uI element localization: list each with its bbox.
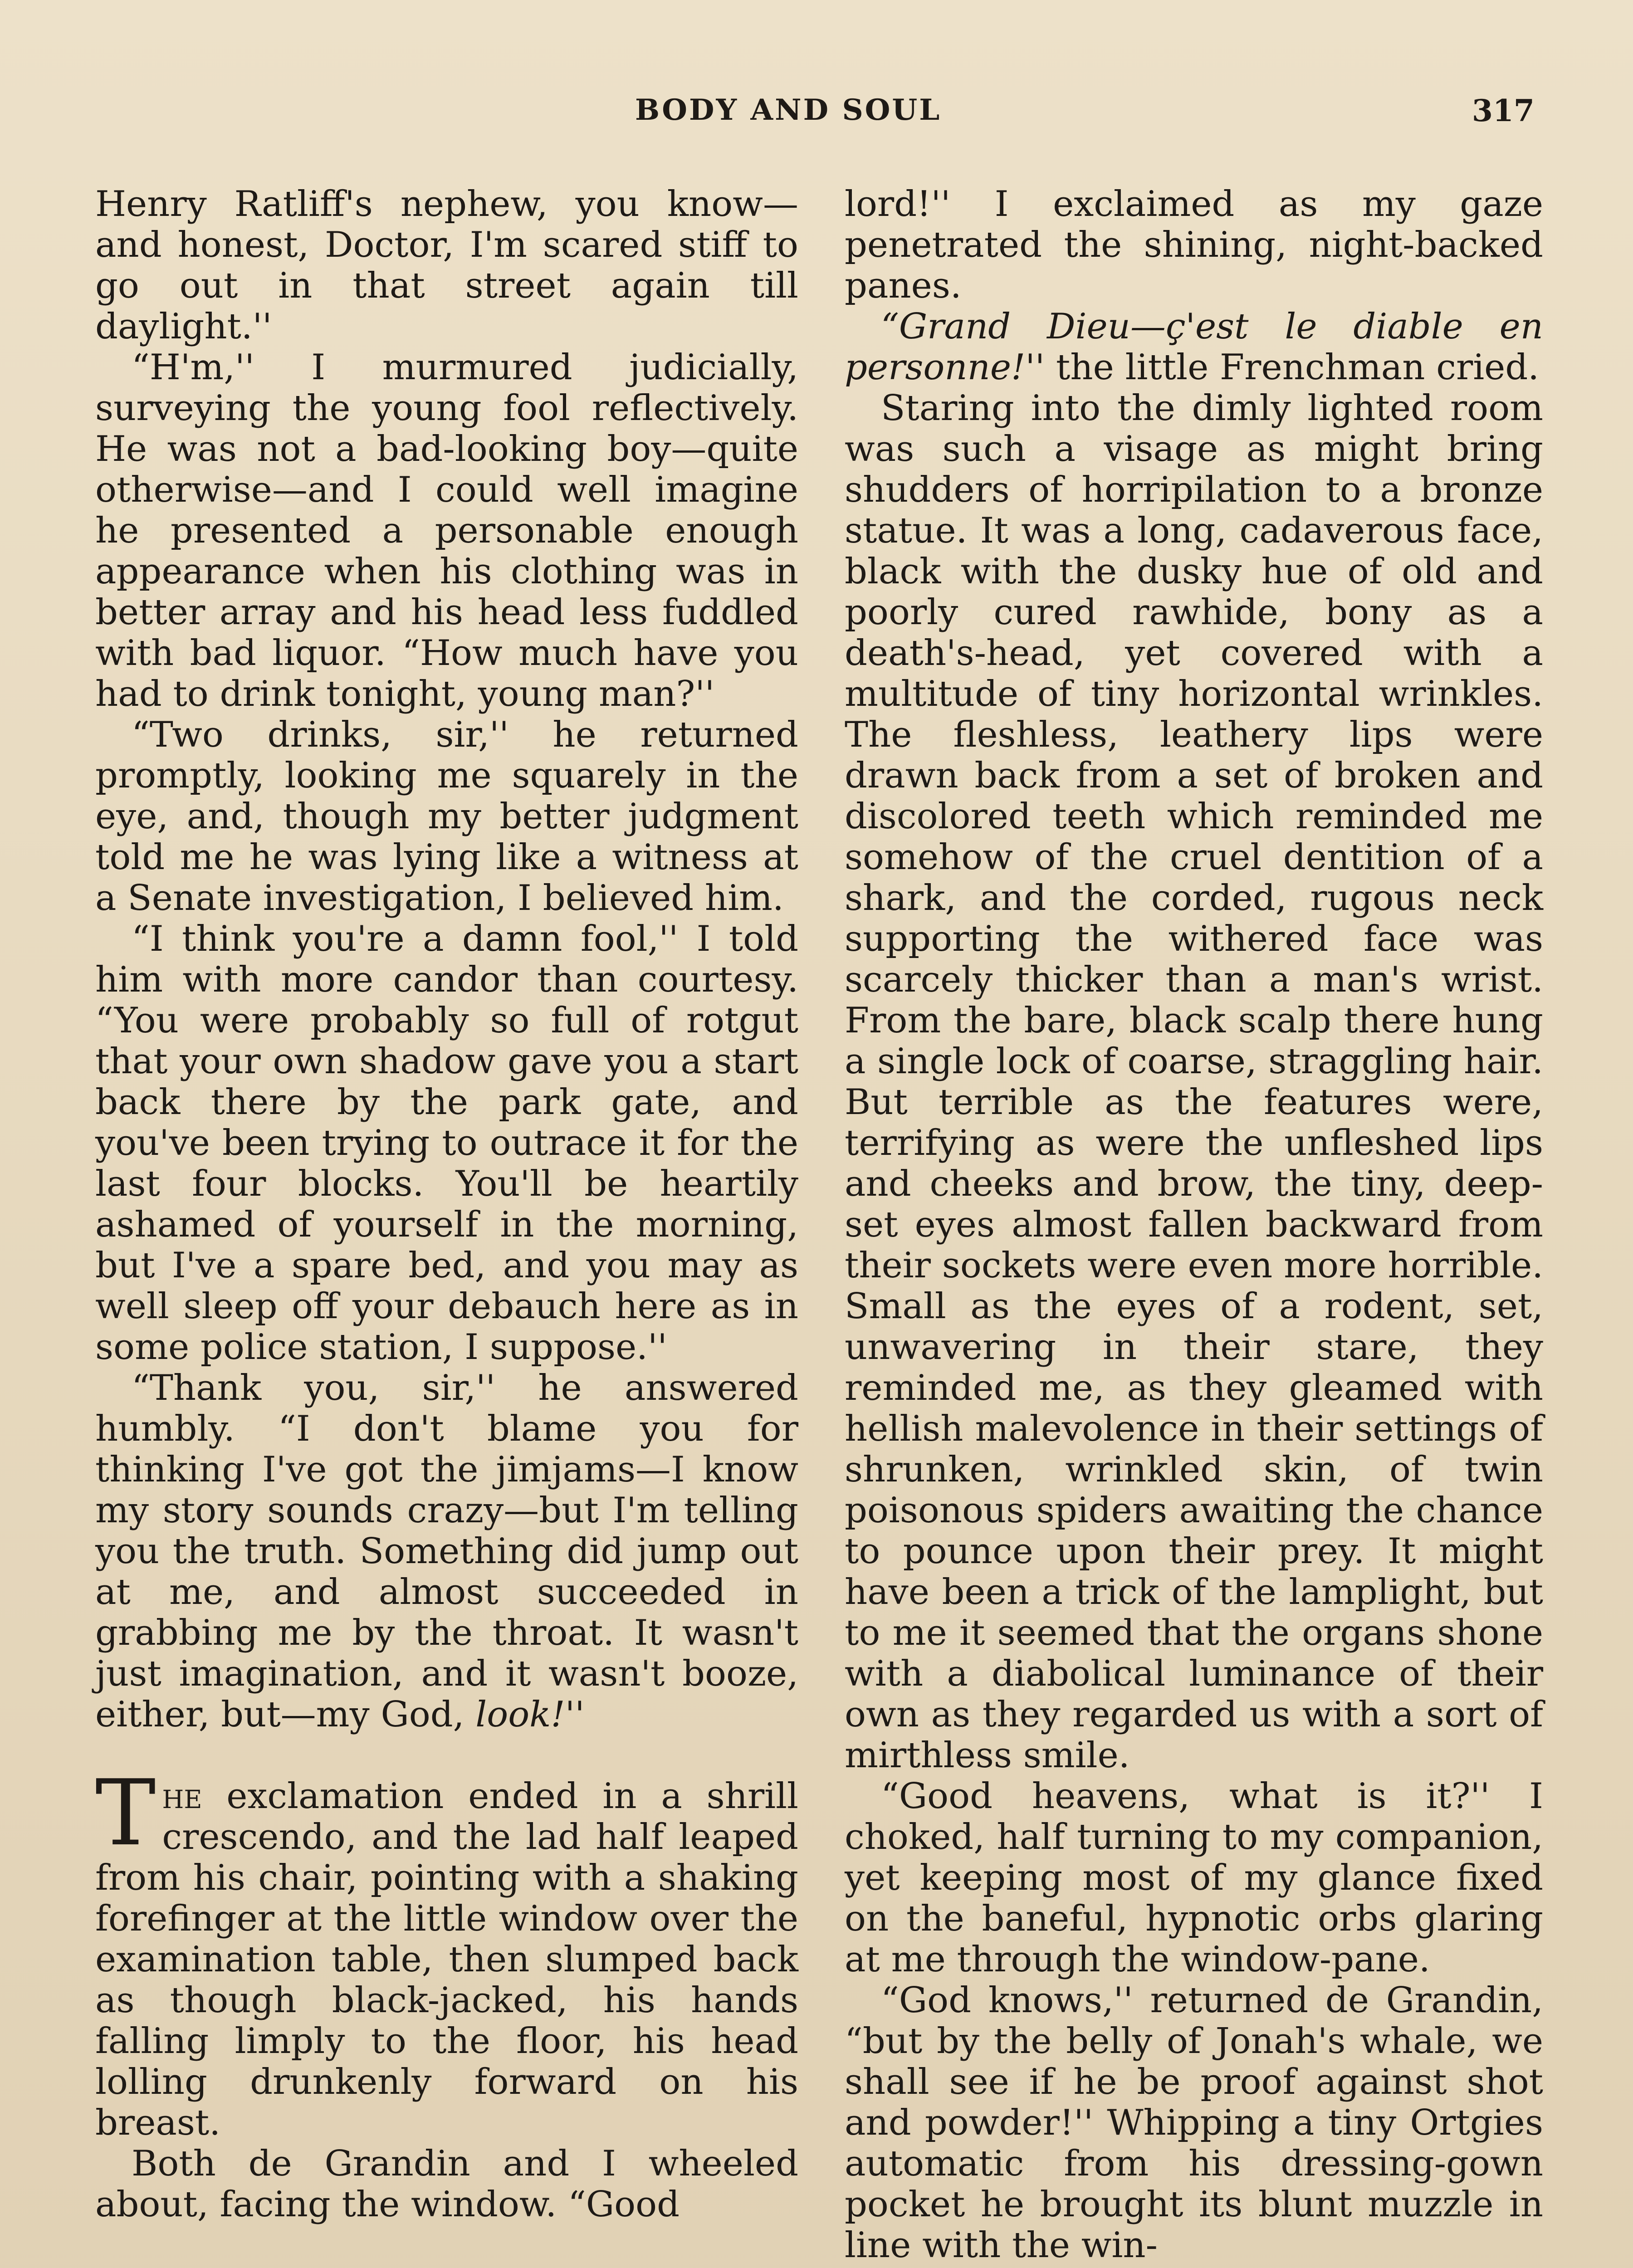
right-column [845,184,1543,2266]
paragraph-text: the little Frenchman cried. [1045,347,1540,388]
paragraph: “Good heavens, what is it?'' I choked, half turning to my companion, yet keeping most of my glance fixed on the baneful, hypnotic orbs glaring at me through the window-pane. [845,1776,1543,1980]
paragraph-text: “Thank you, sir,'' he answered humbly. “I don't blame you for thinking I've got the jimjams—I know my story sounds crazy—but I'm telling you the truth. Something did jump out at me, and almost succeeded in grabbing me by the throat. It wasn't just imagination, and it wasn't booze, either, but—my God, [95,1368,798,1735]
paragraph: “God knows,'' returned de Grandin, “but by the belly of Jonah's whale, we shall see if he be proof against shot and powder!'' Whipping a tiny Ortgies automatic from his dressing-gown pocket he brought its blunt muzzle in line with the win- [845,1980,1543,2266]
paragraph [845,306,1543,388]
small-caps-text: he [162,1776,202,1817]
paragraph: lord!'' I exclaimed as my gaze penetrated the shining, night-backed panes. [845,184,1543,306]
left-column [95,184,798,2225]
paragraph: Both de Grandin and I wheeled about, facing the window. “Good [95,2143,798,2225]
paragraph: “Two drinks, sir,'' he returned promptly, looking me squarely in the eye, and, though my better judgment told me he was lying like a witness at a Senate investigation, I believed him. [95,714,798,919]
section-opening-paragraph [95,1760,798,2143]
paragraph: Henry Ratliff's nephew, you know—and honest, Doctor, I'm scared stiff to go out in that street again till daylight.'' [95,184,798,347]
running-title: BODY AND SOUL [635,93,942,127]
paragraph: “I think you're a damn fool,'' I told him with more candor than courtesy. “You were probably so full of rotgut that your own shadow gave you a start back there by the park gate, and you've been trying to outrace it for the last four blocks. You'll be heartily ashamed of yourself in the morning, but I've a spare bed, and you may as well sleep off your debauch here as in some police station, I suppose.'' [95,919,798,1368]
paragraph: “H'm,'' I murmured judicially, surveying the young fool reflectively. He was not a bad-looking boy—quite otherwise—and I could well imagine he presented a personable enough appearance when his clothing was in better array and his head less fuddled with bad liquor. “How much have you had to drink tonight, young man?'' [95,347,798,714]
drop-cap: T [95,1760,156,1866]
paragraph-text: exclamation ended in a shrill crescendo, and the lad half leaped from his chair, pointing with a shaking forefinger at the little window over the examination table, then slumped back as though black-jacked, his hands falling limply to the floor, his head lolling drunkenly forward on his breast. [95,1776,798,2143]
paragraph: Staring into the dimly lighted room was such a visage as might bring shudders of horripilation to a bronze statue. It was a long, cadaverous face, black with the dusky hue of old and poorly cured rawhide, bony as a death's-head, yet covered with a multitude of tiny horizontal wrinkles. The fleshless, leathery lips were drawn back from a set of broken and discolored teeth which reminded me somehow of the cruel dentition of a shark, and the corded, rugous neck supporting the withered face was scarcely thicker than a man's wrist. From the bare, black scalp there hung a single lock of coarse, straggling hair. But terrible as the features were, terrifying as were the unfleshed lips and cheeks and brow, the tiny, deep-set eyes almost fallen backward from their sockets were even more horrible. Small as the eyes of a rodent, set, unwavering in their stare, they reminded me, as they gleamed with hellish malevolence in their settings of shrunken, wrinkled skin, of twin poisonous spiders awaiting the chance to pounce upon their prey. It might have been a trick of the lamplight, but to me it seemed that the organs shone with a diabolical luminance of their own as they regarded us with a sort of mirthless smile. [845,388,1543,1776]
emphasis-text: “Grand Dieu—ç'est le diable en personne!'' [845,306,1543,388]
paragraph [95,1368,798,1735]
emphasis-text: look!'' [475,1694,585,1735]
page-number: 317 [1472,93,1535,128]
running-head [0,93,1633,134]
